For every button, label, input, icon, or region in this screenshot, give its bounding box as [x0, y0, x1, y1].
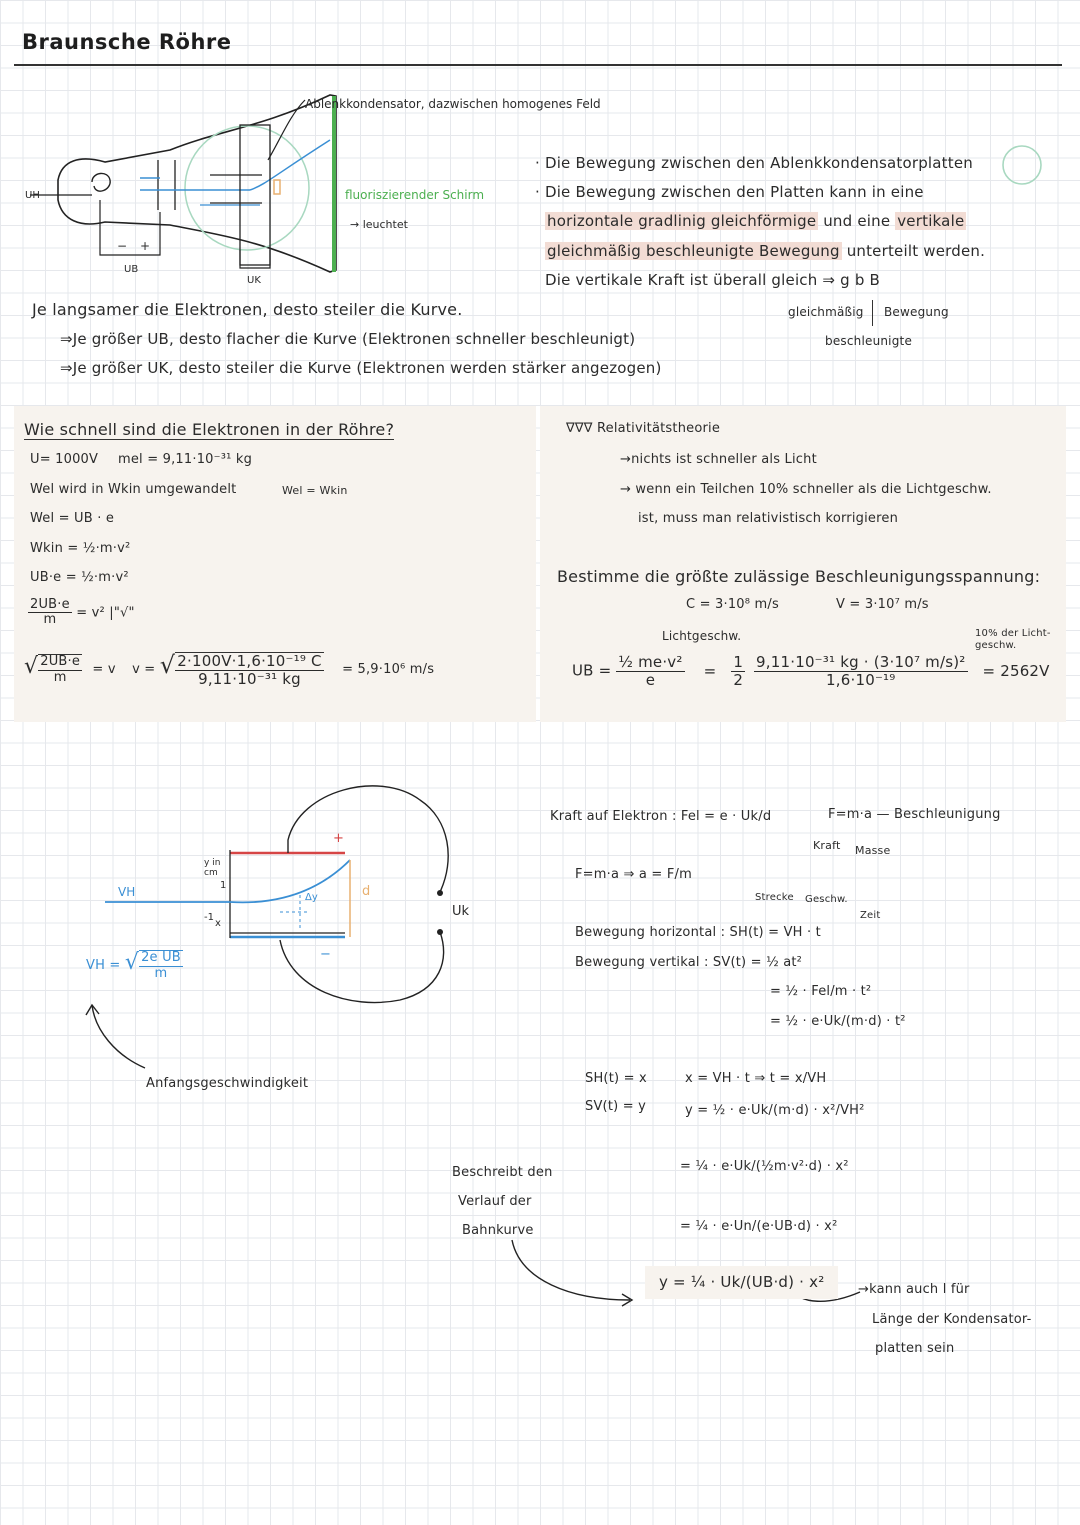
plate-minus: − [320, 947, 331, 962]
deriv-final: y = ¼ · Uk/(UB·d) · x² [645, 1266, 838, 1299]
highlight-accelerated: gleichmäßig beschleunigte Bewegung [547, 242, 840, 260]
deriv-vert: Bewegung vertikal : SV(t) = ½ at² [575, 955, 803, 970]
deriv-sv: SV(t) = y [585, 1099, 647, 1114]
speed-me: mel = 9,11·10⁻³¹ kg [118, 452, 253, 467]
rel-c: C = 3·10⁸ m/s [686, 597, 779, 612]
highlight-horizontal: horizontale gradlinig gleichförmige [547, 212, 817, 230]
left-note-2: ⇒Je größer UB, desto flacher die Kurve (Elektronen schneller beschleunigt) [60, 330, 636, 348]
deriv-y3: = ¼ · e·Un/(e·UB·d) · x² [680, 1219, 838, 1234]
speed-l6: √ $\frac{2UB\cdot e}{m}$ = v v = √ $\frac{\text{2·100V·1,6·10⁻¹⁹ C}}{\text{9,11·10⁻³¹ kg}}$ = 5,9·10⁶ m/s [24, 651, 435, 688]
deriv-horiz: Bewegung horizontal : SH(t) = VH · t [575, 925, 821, 940]
ub-plus: + [140, 239, 151, 253]
y-axis-label: y in cm [204, 858, 221, 879]
deriv-fma2: F=m·a ⇒ a = F/m [575, 867, 692, 882]
rel-pct-label: 10% der Licht-geschw. [975, 628, 1051, 651]
deriv-desc-3: Bahnkurve [462, 1223, 534, 1238]
vh-formula: VH = √ $\frac{\text{2e UB}}{m}$ [86, 950, 181, 981]
page-title: Braunsche Röhre [22, 30, 232, 54]
deriv-desc-2: Verlauf der [458, 1194, 532, 1209]
rel-formula: UB = $\frac{\text{½ me·v²}}{e}$ = $\frac{1}{2}$ $\frac{\text{9,11·10⁻³¹ kg · (3·10⁷ m/s)²}}{\text{1,6·10⁻¹⁹}}$ = 2562V [572, 653, 1050, 689]
deriv-geschw: Geschw. [805, 894, 848, 905]
uk-label-2: Uk [452, 904, 470, 919]
rel-heading: ∇∇∇ Relativitätstheorie [566, 421, 721, 436]
rel-task: Bestimme die größte zulässige Beschleunigungsspannung: [557, 567, 1041, 586]
deriv-v3: = ½ · e·Uk/(m·d) · t² [770, 1014, 906, 1029]
tick-minus-1: -1 [204, 912, 214, 923]
highlight-vertical: vertikale [897, 212, 965, 230]
rel-v: V = 3·10⁷ m/s [836, 597, 929, 612]
rel-l3: ist, muss man relativistisch korrigieren [638, 511, 899, 526]
deriv-kraft-label: Kraft [813, 839, 841, 852]
left-note-1: Je langsamer die Elektronen, desto steiler die Kurve. [32, 300, 463, 319]
d-label: d [362, 884, 371, 899]
deriv-desc-1: Beschreibt den [452, 1165, 553, 1180]
note-line-5: Die vertikale Kraft ist überall gleich ⇒ g b B [545, 271, 881, 289]
plate-plus: + [333, 831, 344, 846]
rel-l2: → wenn ein Teilchen 10% schneller als die Lichtgeschw. [620, 482, 992, 497]
speed-heading: Wie schnell sind die Elektronen in der Röhre? [24, 420, 395, 439]
deriv-v2: = ½ · Fel/m · t² [770, 984, 872, 999]
note-sub-divider [872, 300, 873, 326]
deriv-strecke: Strecke [755, 892, 794, 903]
note-line-3: horizontale gradlinig gleichförmige und eine vertikale [547, 212, 965, 230]
x-axis-label: x [215, 918, 221, 929]
deriv-note-3: platten sein [875, 1341, 955, 1356]
uk-label: UK [247, 275, 261, 286]
rel-l1: →nichts ist schneller als Licht [620, 452, 817, 467]
glow-label: → leuchtet [350, 218, 408, 231]
tube-diagram [0, 0, 1080, 420]
speed-l2: Wel = UB · e [30, 511, 115, 526]
deriv-kraft: Kraft auf Elektron : Fel = e · Uk/d [550, 809, 772, 824]
dy-label: Δy [305, 892, 318, 903]
note-sub-bottom: beschleunigte [825, 334, 913, 348]
speed-l1b: Wel = Wkin [282, 484, 348, 497]
anfang-label: Anfangsgeschwindigkeit [146, 1076, 309, 1091]
deriv-fma: F=m·a — Beschleunigung [828, 807, 1001, 822]
note-line-1: · Die Bewegung zwischen den Ablenkkondensatorplatten [535, 154, 973, 172]
ub-label: UB [124, 264, 139, 275]
left-note-3: ⇒Je größer UK, desto steiler die Kurve (Elektronen werden stärker angezogen) [60, 359, 662, 377]
rel-c-label: Lichtgeschw. [662, 629, 742, 643]
uh-label: UH [25, 190, 40, 201]
note-sub-right: Bewegung [884, 305, 949, 319]
deriv-y2: = ¼ · e·Uk/(½m·v²·d) · x² [680, 1159, 849, 1174]
note-line-4: gleichmäßig beschleunigte Bewegung unterteilt werden. [547, 242, 986, 260]
capacitor-label: Ablenkkondensator, dazwischen homogenes Feld [305, 97, 601, 111]
deriv-note-1: →kann auch l für [858, 1282, 970, 1297]
speed-l3: Wkin = ½·m·v² [30, 541, 131, 556]
note-line-2: · Die Bewegung zwischen den Platten kann in eine [535, 183, 924, 201]
deriv-sh: SH(t) = x [585, 1071, 647, 1086]
speed-l1: Wel wird in Wkin umgewandelt [30, 482, 237, 497]
deriv-xt: x = VH · t ⇒ t = x/VH [685, 1071, 827, 1086]
deriv-masse-label: Masse [855, 844, 891, 857]
tick-1: 1 [220, 880, 227, 891]
deriv-note-2: Länge der Kondensator- [872, 1312, 1032, 1327]
speed-l5: $\frac{2UB\cdot e}{m}$ = v² |"√" [30, 597, 135, 628]
speed-l4: UB·e = ½·m·v² [30, 570, 129, 585]
deriv-y1: y = ½ · e·Uk/(m·d) · x²/VH² [685, 1103, 865, 1118]
screen-label: fluoriszierender Schirm [345, 188, 485, 202]
speed-u: U= 1000V [30, 452, 99, 467]
note-sub-left: gleichmäßig [788, 305, 864, 319]
ub-minus: − [117, 239, 128, 253]
deriv-zeit: Zeit [860, 910, 881, 921]
vh-label: VH [118, 885, 136, 899]
